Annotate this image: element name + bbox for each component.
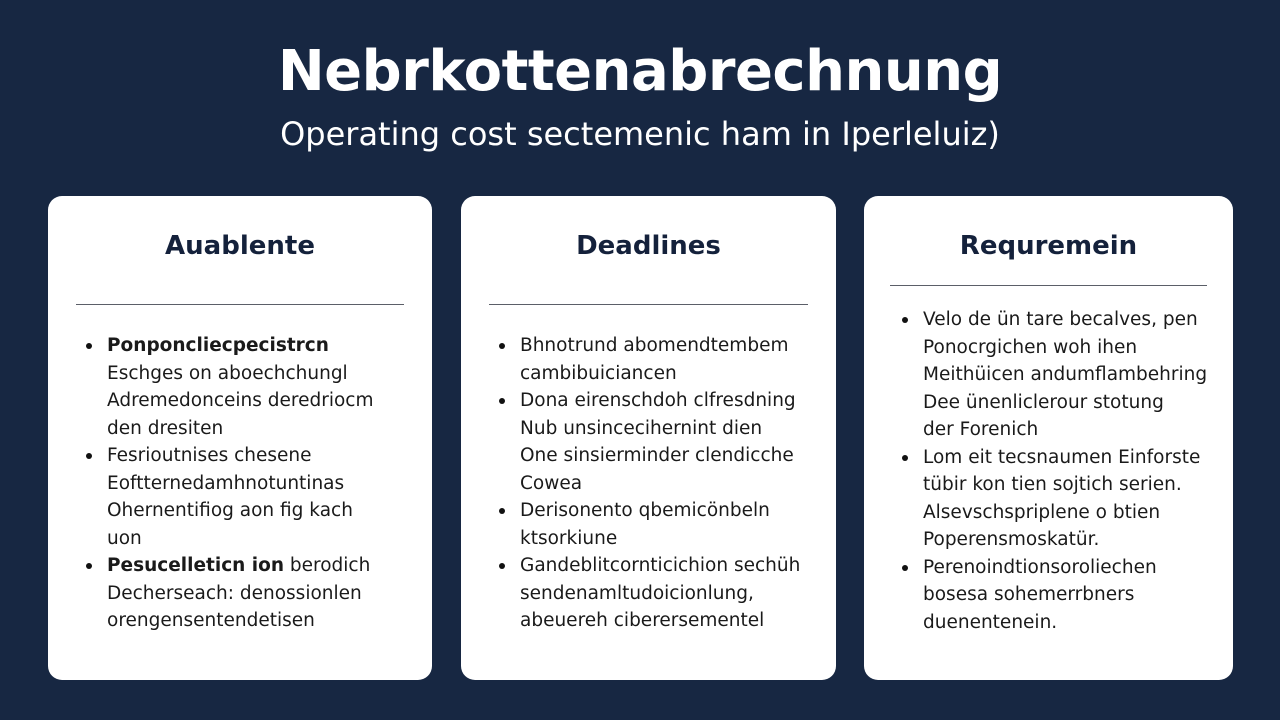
bullet-text-line: Meithüicen andumflambehring [923,364,1208,385]
bullet-text-line: Cowea [520,472,583,494]
bullet-first-line [520,332,820,360]
bullet-text-line: cambibuicіancen [520,362,677,384]
bullet-bold-text: Pesucelleticn ion [107,555,285,576]
card-heading: Deadlines [576,231,721,261]
bullet-text-line: abeuereh ciberersementel [520,610,765,631]
card-heading: Auablente [165,231,315,261]
card-heading: Requremein [959,231,1138,261]
bullet-item [497,387,820,497]
bullet-text: Lom eit tecsnaumen Einforste [923,446,1201,468]
bullet-text-line: Alsevschspriplene o btien [923,501,1161,523]
bullet-text-line: der Forenich [923,419,1039,440]
bullet-text-line: Dechersеach: denossionlen [107,582,362,604]
bullet-text-line: uon [107,527,142,549]
bullet-text-line: One sinsierminder clendicche [520,445,794,466]
bullet-text-line: Dee ünenliclerour stotung [923,391,1164,413]
bullet-item [497,332,820,387]
bullet-text: Fesrioutnises chesene [107,445,312,466]
bullet-text-line: Eoftternedamhnotuntinas [107,472,345,494]
bullet-text-line: den dresiten [107,417,224,439]
card-divider [489,304,808,305]
bullet-first-line [520,552,820,580]
bullet-text-line: sendenamltudoicionlung, [520,582,754,604]
bullet-text-line: Nub unsincecihernint dien [520,417,763,439]
bullet-first-line [923,306,1217,334]
bullet-first-line [520,497,820,525]
bullet-text: Derisonento qbemicönbeln [520,500,770,521]
card-requremein [864,196,1233,680]
bullet-text-line: duenentenein. [923,611,1058,633]
bullet-text-line: Poperensmoskatür. [923,529,1100,550]
page-subtitle: Operating cost sectemenic ham in Iperleluiz) [280,115,1000,153]
page-title: Nebrkottenabrechnung [277,39,1003,104]
bullet-first-line [107,552,416,580]
bullet-first-line [107,442,416,470]
bullet-text-line: bosesa sohemerrbners [923,584,1135,605]
bullet-text-line: ktsorkiune [520,527,618,549]
bullet-item [900,554,1217,637]
bullet-first-line [923,554,1217,582]
bullet-text: Dona eirenschdoh clfresdning [520,390,796,411]
bullet-text: Gandeblitcornticichion sechüh [520,555,801,576]
bullet-list [900,306,1217,636]
bullet-first-line [923,444,1217,472]
card-deadlines [461,196,836,680]
bullet-list [84,332,416,635]
bullet-list [497,332,820,635]
bullet-bold-text: Ponponcliecpecistrcn [107,335,329,356]
bullet-text: Bhnotrund abomendtembem [520,335,789,356]
bullet-first-line [107,332,416,360]
bullet-item [900,444,1217,554]
bullet-text-line: Eschges on aboechchungl [107,362,348,384]
bullet-text: Perenoindtionsoroliechen [923,556,1157,578]
card-divider [890,285,1207,286]
bullet-item [497,497,820,552]
bullet-text-line: Ponocrgichen woh ihen [923,336,1138,358]
bullet-item [84,332,416,442]
bullet-item [84,552,416,635]
bullet-text: berodich [284,555,371,576]
bullet-text: Velo de ün tare becalves, pen [923,309,1198,330]
bullet-item [900,306,1217,444]
card-auablente [48,196,432,680]
bullet-text-line: Ohernentifiog aon fig kach [107,500,353,521]
bullet-item [84,442,416,552]
bullet-first-line [520,387,820,415]
bullet-item [497,552,820,635]
bullet-text-line: Adremedonceins deredriocm [107,390,374,411]
bullet-text-line: tübir kon tien sojtich serien. [923,474,1182,495]
card-divider [76,304,404,305]
bullet-text-line: orengensentendetisen [107,610,315,631]
